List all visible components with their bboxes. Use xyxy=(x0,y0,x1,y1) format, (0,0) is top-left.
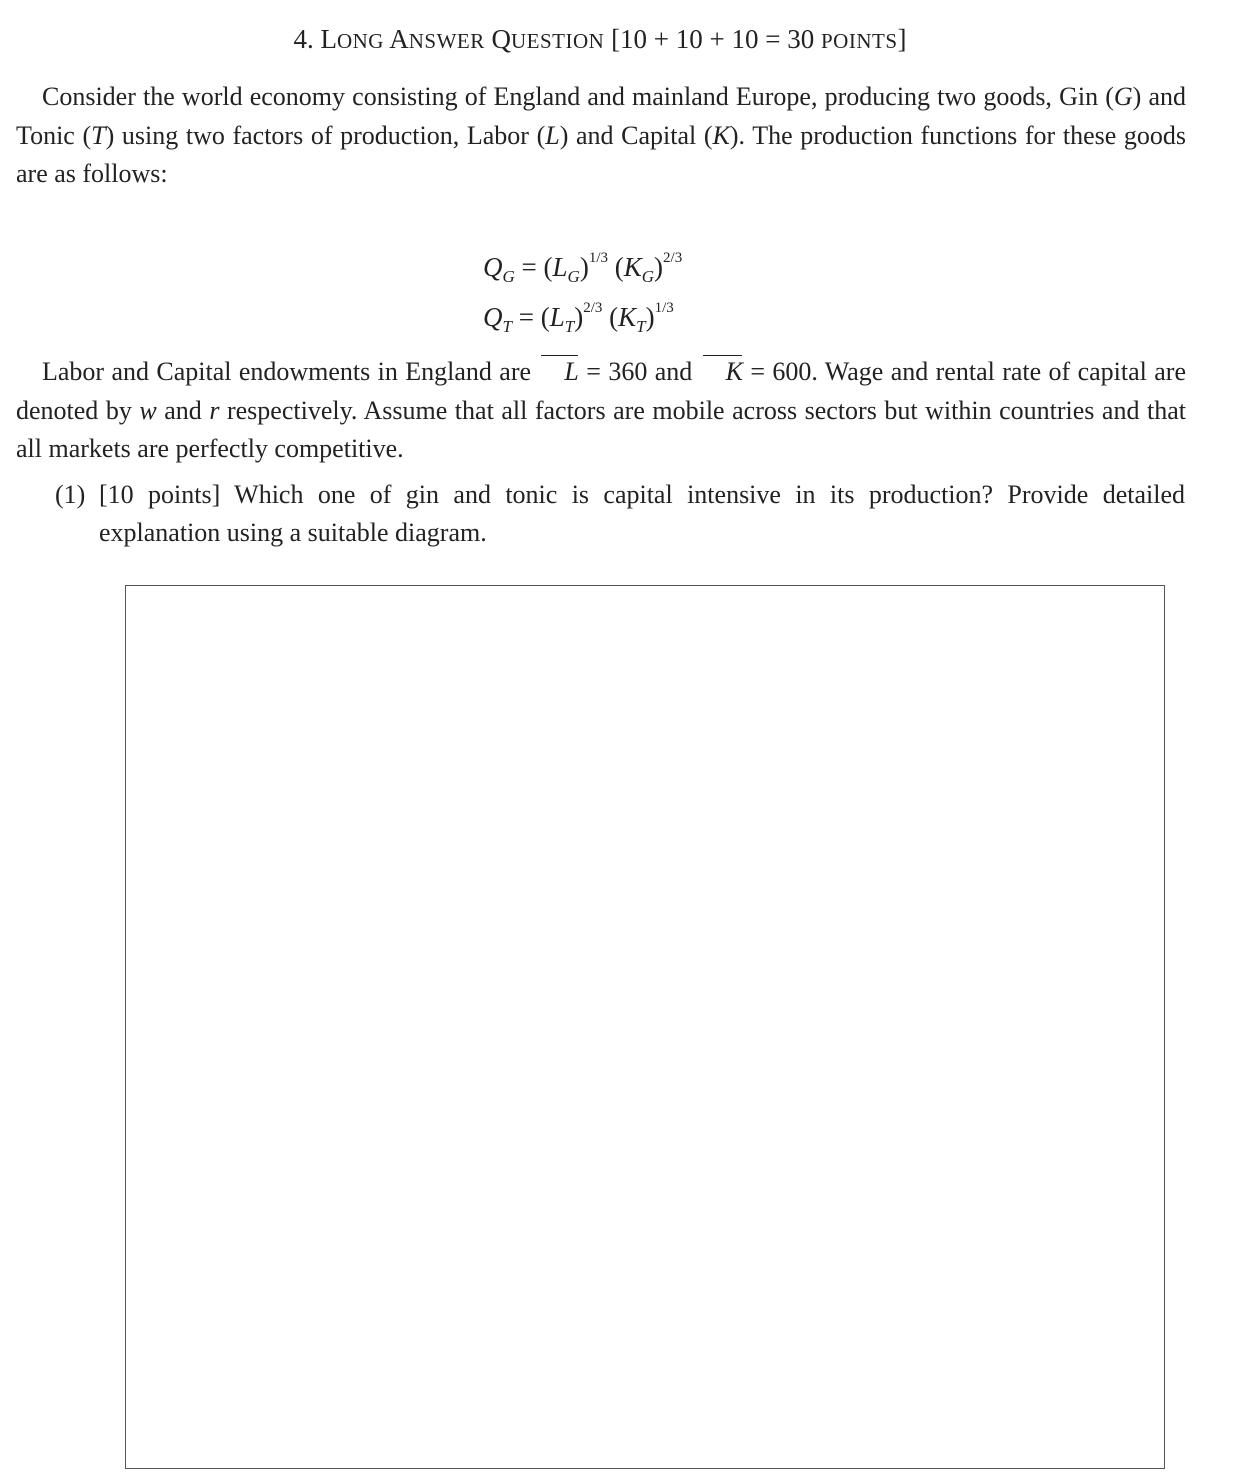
intro-paragraph: Consider the world economy consisting of England and mainland Europe, producing two goods, Gin (G) and Tonic (T) using two factors of production, Labor (L) and Capital (K). The production functions for these goods are as follows: xyxy=(16,82,1187,188)
gin-production-function: $Q_G = (L_G)^{1/3}$ $(K_G)^{2/3}$ xyxy=(483,250,683,286)
answer-box[interactable] xyxy=(125,585,1165,1469)
labor-endowment-symbol: L xyxy=(538,353,578,392)
points-breakdown: [10 + 10 + 10 = 30 POINTS] xyxy=(611,24,907,54)
question-number: 4. xyxy=(293,24,314,54)
endowments-paragraph: Labor and Capital endowments in England are L = 360 and K = 600. Wage and rental rate of capital are denoted by w and r respectively. Assume that all factors are mobile across sectors but within countries and that all markets are perfectly competitive. xyxy=(16,353,1186,469)
capital-endowment-symbol: K xyxy=(700,353,743,392)
heading-title: LONG ANSWER QUESTION xyxy=(320,24,605,54)
question-item-text: [10 points] Which one of gin and tonic is capital intensive in its production? Provide detailed explanation using a suitable diagram. xyxy=(99,480,1185,547)
question-item-1 xyxy=(55,476,1185,552)
tonic-production-function: $Q_T = (L_T)^{2/3}$ $(K_T)^{1/3}$ xyxy=(483,300,674,336)
question-item-number: (1) xyxy=(55,480,86,509)
question-heading xyxy=(0,24,1200,55)
